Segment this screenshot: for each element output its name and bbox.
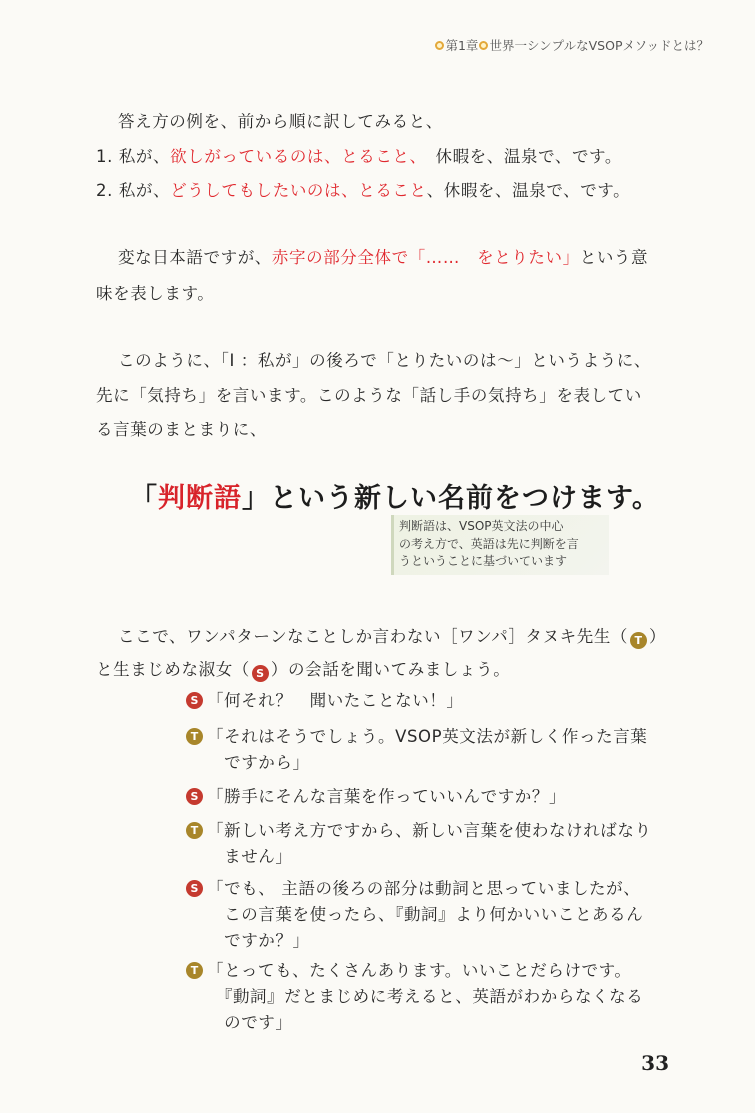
para3-line3: る言葉のまとまりに、 xyxy=(96,420,267,439)
tanuki-teacher-badge-icon: T xyxy=(630,632,647,649)
dialogue-line: 『動詞』だとまじめに考えると、英語がわからなくなる xyxy=(207,987,644,1006)
dialogue-2 xyxy=(186,724,676,776)
note-line: の考え方で、英語は先に判断を言 xyxy=(399,536,579,551)
para3-line1: このように、「I ：私が」の後ろで「とりたいのは～」というように、 xyxy=(118,351,651,370)
dialogue-line: 「それはそうでしょう。VSOP英文法が新しく作った言葉 xyxy=(207,727,648,746)
lady-badge-icon: S xyxy=(186,692,203,709)
example-lead: 私が、 xyxy=(118,147,171,166)
example-number: 1. xyxy=(96,147,113,166)
dialogue-line: ません」 xyxy=(207,847,293,866)
tanuki-teacher-badge-icon: T xyxy=(186,962,203,979)
headline-rest: 」という新しい名前をつけます。 xyxy=(242,483,660,514)
running-header xyxy=(434,36,709,54)
intro-text: 答え方の例を、前から順に訳してみると、 xyxy=(118,112,443,131)
dialogue-line: 「とっても、たくさんあります。いいことだらけです。 xyxy=(207,961,632,980)
example-rest: 、休暇を、温泉で、です。 xyxy=(426,181,631,200)
para2-lead: 変な日本語ですが、 xyxy=(118,248,272,267)
dialogue-line: 「勝手にそんな言葉を作っていいんですか？」 xyxy=(207,787,567,806)
dialogue-line: ですか？」 xyxy=(207,931,310,950)
chapter-label: 第1章 xyxy=(445,38,479,53)
dialogue-line: この言葉を使ったら、『動詞』より何かいいことあるん xyxy=(207,905,644,924)
para4-text: ここで、ワンパターンなことしか言わない［ワンパ］タヌキ先生（ xyxy=(118,627,629,646)
para4-text: と生まじめな淑女（ xyxy=(96,660,250,679)
dialogue-line: 「新しい考え方ですから、新しい言葉を使わなければなり xyxy=(207,821,652,840)
para4-line2 xyxy=(96,656,510,682)
dialogue-5 xyxy=(186,876,676,954)
lady-badge-icon: S xyxy=(186,788,203,805)
dialogue-6 xyxy=(186,958,676,1036)
para4-line1 xyxy=(118,623,666,649)
tanuki-teacher-badge-icon: T xyxy=(186,728,203,745)
para4-text: ）の会話を聞いてみましょう。 xyxy=(270,660,511,679)
para3-line2: 先に「気持ち」を言います。このような「話し手の気持ち」を表してい xyxy=(96,386,642,405)
headline xyxy=(130,476,660,515)
circle-bullet-icon xyxy=(435,41,444,50)
note-line: 判断語は、VSOP英文法の中心 xyxy=(399,519,564,533)
dialogue-line: 「でも、 主語の後ろの部分は動詞と思っていましたが、 xyxy=(207,879,641,898)
example-highlight: どうしてもしたいのは、とること xyxy=(170,181,427,200)
para2-line2: 味を表します。 xyxy=(96,284,215,303)
example-1 xyxy=(96,143,622,167)
para4-text: ） xyxy=(649,627,667,646)
headline-open: 「 xyxy=(130,483,158,514)
para2-rest: という意 xyxy=(579,248,649,267)
note-line: うということに基づいています xyxy=(399,554,568,568)
example-highlight: 欲しがっているのは、とること、 xyxy=(170,147,419,166)
lady-badge-icon: S xyxy=(252,665,269,682)
lady-badge-icon: S xyxy=(186,880,203,897)
example-lead: 私が、 xyxy=(118,181,171,200)
dialogue-3 xyxy=(186,784,676,810)
tanuki-teacher-badge-icon: T xyxy=(186,822,203,839)
example-number: 2. xyxy=(96,181,113,200)
headline-keyword: 判断語 xyxy=(158,483,242,514)
side-note xyxy=(391,515,609,575)
page-number: 33 xyxy=(641,1051,669,1075)
example-2 xyxy=(96,177,630,201)
dialogue-4 xyxy=(186,818,676,870)
dialogue-line: のです」 xyxy=(207,1013,293,1032)
circle-bullet-icon xyxy=(479,41,488,50)
dialogue-1 xyxy=(186,688,676,714)
dialogue-line: 「何それ？ 聞いたことない！」 xyxy=(207,691,464,710)
para2-line1 xyxy=(118,244,648,268)
chapter-title: 世界一シンプルなVSOPメソッドとは？ xyxy=(489,38,709,53)
para2-highlight: 赤字の部分全体で「…… をとりたい」 xyxy=(271,248,580,267)
dialogue-line: ですから」 xyxy=(207,753,310,772)
example-rest: 休暇を、温泉で、です。 xyxy=(418,147,622,166)
